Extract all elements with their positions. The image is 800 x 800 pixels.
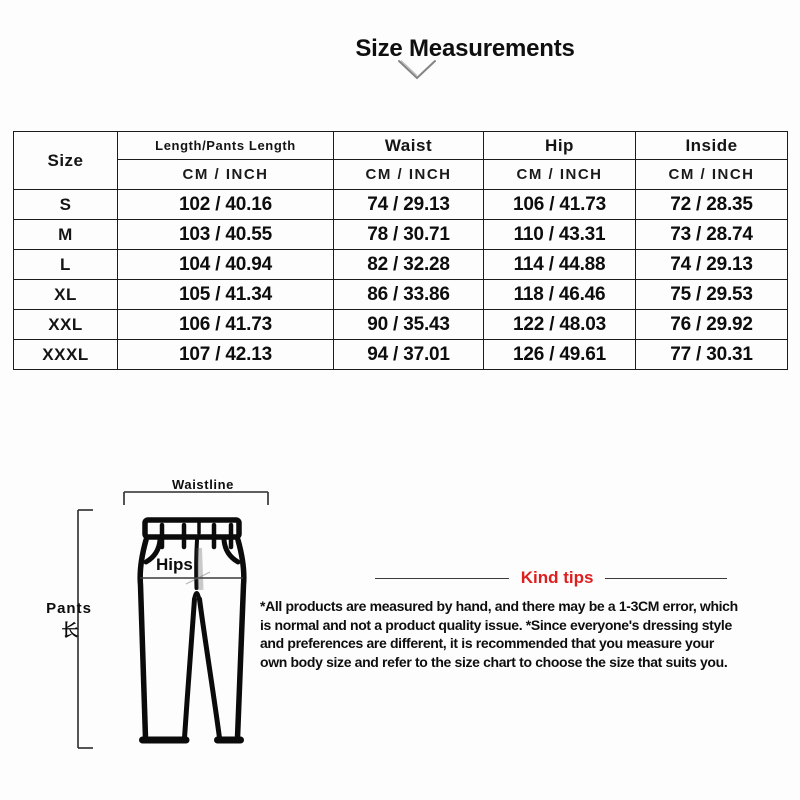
divider-line <box>375 578 509 579</box>
length-cell: 107 / 42.13 <box>118 340 334 370</box>
chevron-down-icon <box>397 59 437 81</box>
size-table <box>13 131 788 370</box>
inside-cell: 73 / 28.74 <box>636 220 788 250</box>
size-cell: XXXL <box>14 340 118 370</box>
col-header-waist: Waist <box>334 132 484 160</box>
kind-tips-header <box>375 570 727 586</box>
hips-label: Hips <box>156 555 193 574</box>
inside-cell: 76 / 29.92 <box>636 310 788 340</box>
length-cell: 103 / 40.55 <box>118 220 334 250</box>
col-header-inside: Inside <box>636 132 788 160</box>
hip-cell: 118 / 46.46 <box>484 280 636 310</box>
length-cell: 106 / 41.73 <box>118 310 334 340</box>
pants-length-bracket <box>78 510 93 748</box>
waistline-bracket <box>124 492 268 505</box>
pants-label: Pants <box>46 600 92 617</box>
col-header-size: Size <box>14 132 118 190</box>
waist-cell: 78 / 30.71 <box>334 220 484 250</box>
unit-cell-length: CM / INCH <box>118 160 334 190</box>
pants-outline <box>140 520 244 740</box>
waist-cell: 94 / 37.01 <box>334 340 484 370</box>
hip-cell: 126 / 49.61 <box>484 340 636 370</box>
kind-tips-heading: Kind tips <box>520 568 594 587</box>
table-row <box>14 250 788 280</box>
unit-cell-waist: CM / INCH <box>334 160 484 190</box>
inside-cell: 75 / 29.53 <box>636 280 788 310</box>
table-row <box>14 190 788 220</box>
table-row <box>14 340 788 370</box>
length-cell: 105 / 41.34 <box>118 280 334 310</box>
table-unit-row <box>14 160 788 190</box>
tips-text-line: *All products are measured by hand, and there may be a 1-3CM error, which <box>260 598 738 614</box>
divider-line <box>605 578 727 579</box>
tips-text-line: is normal and not a product quality issue. *Since everyone's dressing style <box>260 616 732 633</box>
unit-cell-hip: CM / INCH <box>484 160 636 190</box>
size-table-container <box>13 131 788 370</box>
waist-cell: 74 / 29.13 <box>334 190 484 220</box>
hip-cell: 114 / 44.88 <box>484 250 636 280</box>
col-header-hip: Hip <box>484 132 636 160</box>
length-cell: 104 / 40.94 <box>118 250 334 280</box>
length-cell: 102 / 40.16 <box>118 190 334 220</box>
size-cell: L <box>14 250 118 280</box>
table-header-row <box>14 132 788 160</box>
size-cell: S <box>14 190 118 220</box>
waist-cell: 82 / 32.28 <box>334 250 484 280</box>
col-header-length: Length/Pants Length <box>118 132 334 160</box>
kind-tips-text <box>260 597 770 671</box>
hip-cell: 110 / 43.31 <box>484 220 636 250</box>
inside-cell: 77 / 30.31 <box>636 340 788 370</box>
tips-text-line: and preferences are different, it is recommended that you measure your <box>260 635 714 652</box>
waist-cell: 86 / 33.86 <box>334 280 484 310</box>
hip-cell: 122 / 48.03 <box>484 310 636 340</box>
waistline-label: Waistline <box>172 477 234 492</box>
waist-cell: 90 / 35.43 <box>334 310 484 340</box>
pants-length-cjk-label: 长 <box>61 621 79 640</box>
size-cell: XL <box>14 280 118 310</box>
table-row <box>14 310 788 340</box>
tips-text-line: own body size and refer to the size chart to choose the size that suits you. <box>260 653 728 670</box>
table-row <box>14 280 788 310</box>
hip-cell: 106 / 41.73 <box>484 190 636 220</box>
size-cell: M <box>14 220 118 250</box>
inside-cell: 74 / 29.13 <box>636 250 788 280</box>
page-title: Size Measurements <box>355 35 575 62</box>
table-row <box>14 220 788 250</box>
size-cell: XXL <box>14 310 118 340</box>
inside-cell: 72 / 28.35 <box>636 190 788 220</box>
unit-cell-inside: CM / INCH <box>636 160 788 190</box>
